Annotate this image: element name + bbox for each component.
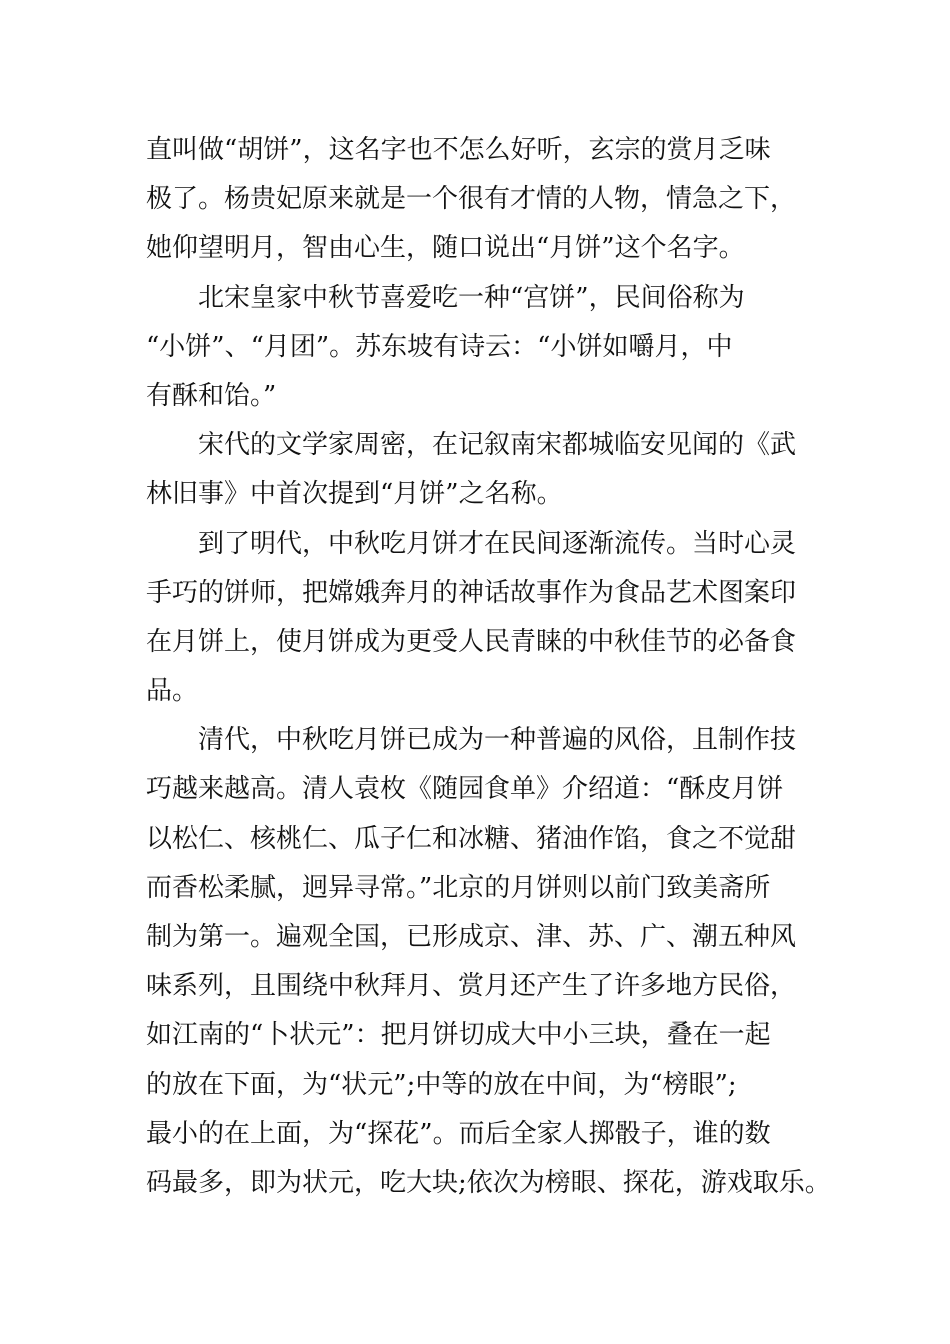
document-body — [146, 126, 836, 1208]
text-line: 她仰望明月，智由心生，随口说出“月饼”这个名字。 — [146, 233, 745, 264]
paragraph-2 — [146, 274, 836, 422]
text-line: 清代，中秋吃月饼已成为一种普遍的风俗，且制作技 — [198, 725, 797, 756]
text-line: 最小的在上面，为“探花”。而后全家人掷骰子，谁的数 — [146, 1118, 771, 1149]
text-line: 如江南的“卜状元”：把月饼切成大中小三块，叠在一起 — [146, 1020, 771, 1051]
text-line: 而香松柔腻，迥异寻常。”北京的月饼则以前门致美斋所 — [146, 872, 771, 903]
text-line: 直叫做“胡饼”，这名字也不怎么好听，玄宗的赏月乏味 — [146, 135, 771, 165]
text-line: 极了。杨贵妃原来就是一个很有才情的人物，情急之下， — [146, 184, 797, 215]
text-line: 巧越来越高。清人袁枚《随园食单》介绍道：“酥皮月饼 — [146, 774, 784, 805]
text-line: 码最多，即为状元，吃大块;依次为榜眼、探花，游戏取乐。 — [146, 1167, 831, 1198]
text-line: 林旧事》中首次提到“月饼”之名称。 — [146, 479, 563, 510]
text-line: 制为第一。遍观全国，已形成京、津、苏、广、潮五种风 — [146, 922, 797, 952]
text-line: 在月饼上，使月饼成为更受人民青睐的中秋佳节的必备食 — [146, 626, 797, 657]
text-line: 味系列，且围绕中秋拜月、赏月还产生了许多地方民俗， — [146, 971, 797, 1002]
text-line: 以松仁、核桃仁、瓜子仁和冰糖、猪油作馅，食之不觉甜 — [146, 823, 797, 854]
paragraph-1 — [146, 126, 836, 274]
paragraph-4 — [146, 520, 836, 717]
text-line: 的放在下面，为“状元”;中等的放在中间，为“榜眼”; — [146, 1069, 737, 1100]
text-line: 有酥和饴。” — [146, 380, 277, 411]
text-line: 北宋皇家中秋节喜爱吃一种“宫饼”，民间俗称为 — [198, 282, 745, 313]
text-line: 到了明代，中秋吃月饼才在民间逐渐流传。当时心灵 — [198, 528, 797, 559]
paragraph-3 — [146, 421, 836, 519]
text-line: “小饼”、“月团”。苏东坡有诗云：“小饼如嚼月，中 — [146, 331, 733, 362]
text-line: 宋代的文学家周密，在记叙南宋都城临安见闻的《武 — [198, 430, 797, 461]
text-line: 手巧的饼师，把嫦娥奔月的神话故事作为食品艺术图案印 — [146, 577, 797, 608]
text-line: 品。 — [146, 676, 199, 707]
paragraph-5 — [146, 716, 836, 1208]
